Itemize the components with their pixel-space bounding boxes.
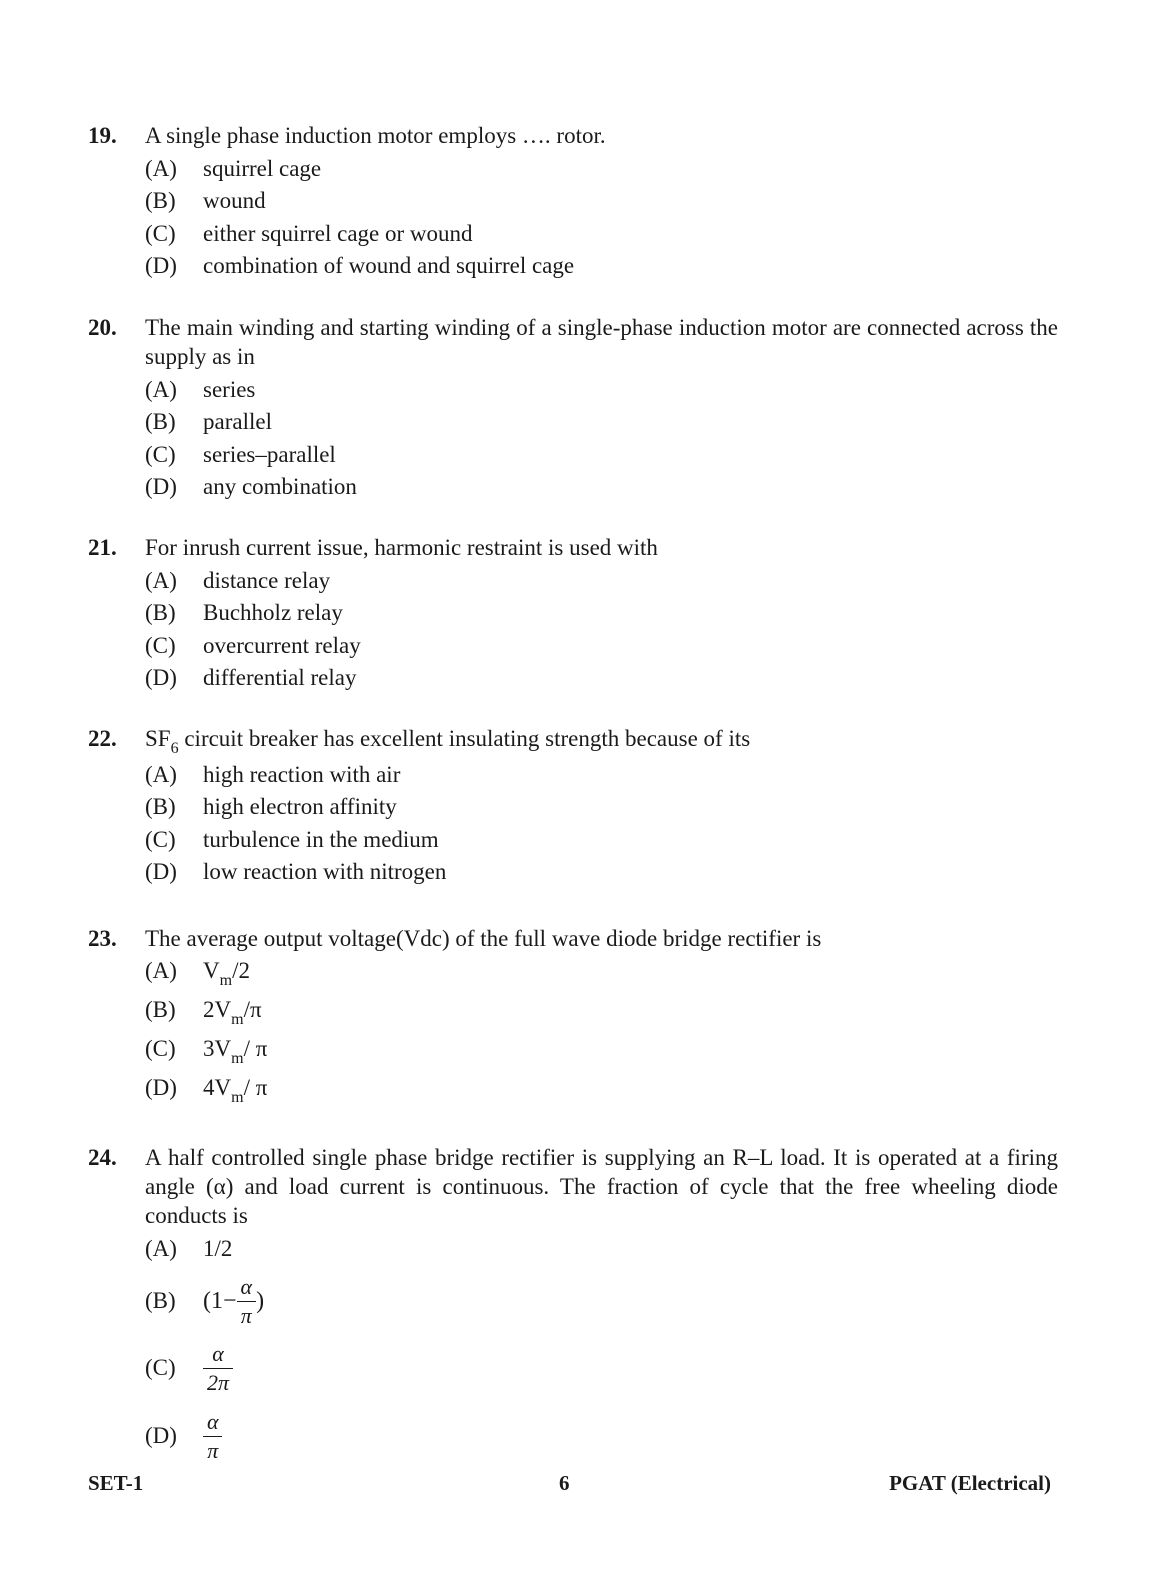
option-a (145, 565, 1058, 597)
subscript: m (231, 1089, 244, 1106)
formula-part: 3V (203, 1036, 232, 1061)
subscript: 6 (170, 740, 179, 757)
option-b (145, 185, 1058, 217)
option-formula (203, 1072, 1058, 1104)
option-a (145, 374, 1058, 406)
question-text-rest: circuit breaker has excellent insulating strength because of its (178, 726, 751, 751)
option-text: high reaction with air (203, 762, 401, 787)
subscript: m (231, 1050, 244, 1067)
option-label: (D) (145, 1075, 177, 1100)
formula-part: / π (243, 1075, 268, 1100)
option-d (145, 662, 1058, 694)
option-label: (D) (145, 1423, 177, 1448)
option-text: either squirrel cage or wound (203, 220, 473, 246)
option-label: (A) (145, 377, 177, 402)
option-text: distance relay (203, 568, 331, 593)
formula-part: (1− (203, 1288, 237, 1314)
option-text: parallel (203, 409, 272, 435)
option-label: (D) (145, 664, 177, 690)
question-21 (88, 533, 1058, 694)
fraction (203, 1342, 233, 1395)
option-label: (C) (145, 826, 176, 852)
footer-set-label: SET-1 (88, 1471, 144, 1495)
option-d (145, 471, 1058, 503)
formula-part: 2V (203, 997, 232, 1022)
question-number: 21. (88, 535, 117, 560)
option-list (145, 374, 1058, 503)
option-c (145, 824, 1058, 856)
question-22 (88, 724, 1058, 888)
option-text: overcurrent relay (203, 632, 361, 658)
question-text: The average output voltage(Vdc) of the full wave diode bridge rectifier is (145, 926, 822, 951)
option-formula (203, 1275, 264, 1328)
question-number: 23. (88, 926, 117, 951)
option-list (145, 565, 1058, 694)
option-label: (A) (145, 762, 177, 787)
option-a (145, 759, 1058, 791)
question-text: A single phase induction motor employs …. rotor. (145, 123, 606, 148)
option-label: (C) (145, 220, 176, 246)
formula-part: /2 (232, 958, 250, 983)
option-formula (203, 1033, 1058, 1065)
denominator: π (237, 1301, 256, 1328)
option-text: turbulence in the medium (203, 826, 439, 852)
formula-part: ) (256, 1288, 265, 1314)
option-text: low reaction with nitrogen (203, 858, 447, 884)
option-b (145, 406, 1058, 438)
question-number: 22. (88, 726, 117, 751)
formula-part: 4V (203, 1075, 232, 1100)
option-list (145, 759, 1058, 888)
option-label: (D) (145, 858, 177, 884)
question-number: 19. (88, 123, 117, 148)
option-label: (A) (145, 156, 177, 181)
option-formula (203, 994, 1058, 1026)
subscript: m (219, 972, 233, 989)
option-c (145, 218, 1058, 250)
option-b (145, 994, 1058, 1033)
option-b (145, 1269, 1058, 1333)
denominator: 2π (203, 1368, 233, 1395)
option-d (145, 1072, 1058, 1111)
question-text: For inrush current issue, harmonic restraint is used with (145, 535, 658, 560)
formula-part: / π (243, 1036, 268, 1061)
numerator: α (212, 1340, 224, 1366)
option-label: (C) (145, 1355, 176, 1380)
question-19 (88, 121, 1058, 282)
option-label: (B) (145, 997, 176, 1022)
option-text: any combination (203, 473, 357, 499)
option-text: high electron affinity (203, 794, 397, 820)
question-text: The main winding and starting winding of a single-phase induction motor are connected across the supply as in (145, 315, 1058, 369)
option-c (145, 1333, 1058, 1403)
option-label: (D) (145, 473, 177, 499)
option-text: series (203, 377, 256, 402)
option-text: differential relay (203, 664, 357, 690)
option-a (145, 153, 1058, 185)
option-text: 1/2 (203, 1236, 233, 1261)
option-label: (A) (145, 958, 177, 983)
question-20 (88, 313, 1058, 503)
option-label: (B) (145, 600, 176, 626)
option-c (145, 1033, 1058, 1072)
option-b (145, 597, 1058, 629)
option-list (145, 1233, 1058, 1469)
formula-part: V (203, 958, 220, 983)
option-label: (B) (145, 794, 176, 820)
fraction (203, 1410, 223, 1463)
question-text: A half controlled single phase bridge rectifier is supplying an R–L load. It is operated at a firing angle (α) and load current is continuous. The fraction of cycle that the free wheeling diode conducts is (145, 1145, 1058, 1228)
question-text (145, 724, 1058, 757)
numerator: α (240, 1273, 253, 1299)
option-label: (A) (145, 1236, 177, 1261)
question-23 (88, 924, 1058, 1111)
option-d (145, 250, 1058, 282)
option-label: (B) (145, 1288, 176, 1313)
option-text: combination of wound and squirrel cage (203, 252, 575, 278)
numerator: α (207, 1408, 219, 1434)
option-label: (B) (145, 188, 176, 214)
option-label: (C) (145, 1036, 176, 1061)
option-c (145, 439, 1058, 471)
option-c (145, 630, 1058, 662)
option-formula (203, 955, 1058, 987)
option-d (145, 856, 1058, 888)
question-number: 24. (88, 1145, 117, 1170)
subscript: m (231, 1011, 244, 1028)
option-list (145, 153, 1058, 282)
option-list (145, 955, 1058, 1111)
option-a (145, 955, 1058, 994)
question-24 (88, 1143, 1058, 1469)
option-a (145, 1233, 1058, 1269)
denominator: π (203, 1436, 222, 1463)
option-label: (D) (145, 252, 177, 278)
option-d (145, 1403, 1058, 1469)
option-text: wound (203, 188, 266, 214)
option-text: squirrel cage (203, 156, 322, 181)
option-label: (C) (145, 441, 176, 467)
fraction (237, 1275, 257, 1328)
question-number: 20. (88, 315, 117, 340)
option-b (145, 791, 1058, 823)
option-label: (B) (145, 409, 176, 435)
option-text: Buchholz relay (203, 600, 343, 626)
option-label: (C) (145, 632, 176, 658)
option-text: series–parallel (203, 441, 336, 467)
option-label: (A) (145, 568, 177, 593)
page-number: 6 (559, 1471, 570, 1495)
formula-sf: SF (145, 726, 171, 751)
formula-part: /π (243, 997, 262, 1022)
footer-course-label: PGAT (Electrical) (889, 1471, 1051, 1495)
